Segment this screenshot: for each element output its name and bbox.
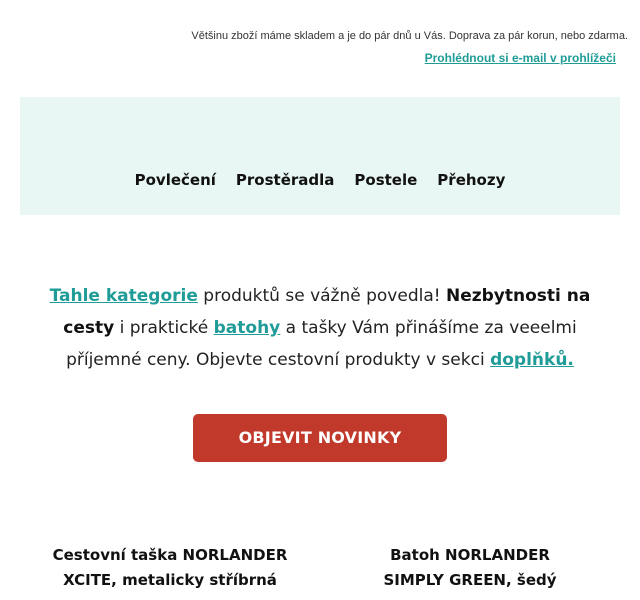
preheader-text: Většinu zboží máme skladem a je do pár dnů u Vás. Doprava za pár korun, nebo zdarma. — [191, 30, 628, 42]
view-in-browser-link[interactable]: Prohlédnout si e-mail v prohlížeči — [424, 51, 616, 65]
intro-text-3: a tašky Vám přinášíme za veeelmi příjemné ceny. Objevte cestovní produkty v sekci — [66, 318, 577, 370]
nav-item-povleceni[interactable]: Povlečení — [134, 171, 216, 189]
category-link[interactable]: Tahle kategorie — [49, 286, 198, 306]
product-title-line: Cestovní taška NORLANDER — [52, 546, 288, 564]
intro-text-1: produktů se vážně povedla! — [197, 286, 446, 306]
product-title-line: SIMPLY GREEN, šedý — [383, 571, 557, 589]
intro-bold-text: Nezbytnosti na cesty — [63, 286, 591, 338]
header-band — [20, 97, 620, 215]
product-title-line: Batoh NORLANDER — [390, 546, 550, 564]
nav-item-prehozy[interactable]: Přehozy — [437, 171, 506, 189]
nav-item-postele[interactable]: Postele — [354, 171, 418, 189]
category-nav — [20, 171, 620, 189]
nav-item-prosteradla[interactable]: Prostěradla — [235, 171, 335, 189]
backpacks-link[interactable]: batohy — [213, 318, 281, 338]
accessories-link[interactable]: doplňků. — [490, 350, 574, 370]
intro-text-2: i praktické — [114, 318, 214, 338]
product-title-backpack[interactable] — [330, 543, 610, 593]
discover-new-button[interactable]: OBJEVIT NOVINKY — [193, 414, 447, 462]
product-title-travel-bag[interactable] — [30, 543, 310, 593]
intro-paragraph — [40, 280, 600, 376]
product-title-line: XCITE, metalicky stříbrná — [63, 571, 277, 589]
